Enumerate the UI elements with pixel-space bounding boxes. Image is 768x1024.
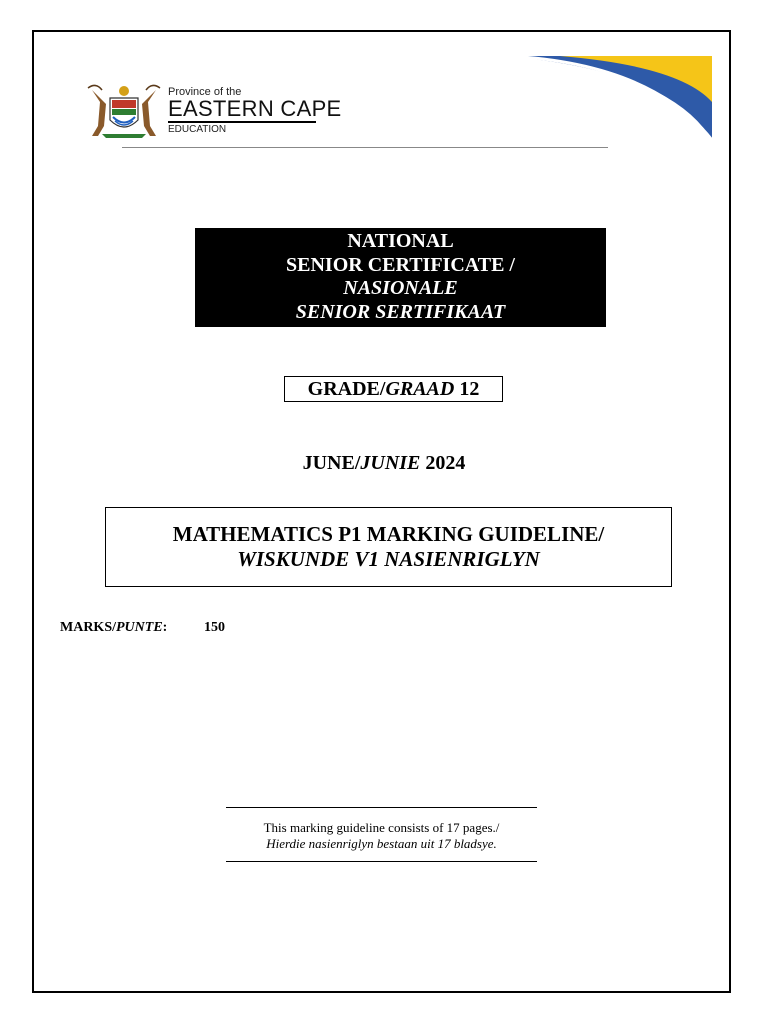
page-count-af: Hierdie nasienriglyn bestaan uit 17 bladsye. — [266, 836, 497, 851]
footer-rule-bottom — [226, 861, 537, 862]
page-count-note — [226, 820, 537, 852]
certificate-title — [195, 228, 606, 327]
swoosh-graphic — [500, 52, 716, 144]
logo-wordmark — [168, 86, 342, 120]
date-af: JUNIE — [360, 452, 421, 474]
date-en: JUNE/ — [302, 452, 361, 474]
title-line-2: SENIOR CERTIFICATE / — [286, 253, 515, 276]
marks-label — [60, 620, 167, 636]
marks-label-af: PUNTE — [116, 620, 163, 635]
date-year: 2024 — [425, 452, 466, 474]
grade-af: GRAAD — [385, 378, 455, 400]
subject-title — [105, 507, 672, 587]
title-line-4: SENIOR SERTIFIKAAT — [295, 300, 506, 323]
logo-dept: EDUCATION — [168, 124, 227, 135]
page-count-en: This marking guideline consists of 17 pages./ — [263, 820, 500, 835]
grade-en: GRADE/ — [307, 378, 386, 400]
logo-province: Province of the — [168, 86, 242, 98]
marks-label-en: MARKS/ — [60, 620, 116, 635]
coat-of-arms-icon — [84, 82, 164, 140]
marks-colon: : — [162, 620, 168, 635]
footer-rule-top — [226, 807, 537, 808]
exam-date — [0, 452, 768, 475]
subject-af: WISKUNDE V1 NASIENRIGLYN — [237, 547, 540, 571]
marks-value: 150 — [204, 620, 225, 635]
logo-name: EASTERN CAPE — [168, 96, 342, 121]
title-line-1: NATIONAL — [347, 230, 454, 252]
grade-number: 12 — [459, 378, 480, 400]
header-divider — [122, 147, 608, 148]
logo-rule — [168, 121, 316, 123]
grade-label — [284, 376, 503, 402]
title-line-3: NASIONALE — [343, 277, 458, 299]
subject-en: MATHEMATICS P1 MARKING GUIDELINE/ — [172, 522, 605, 546]
